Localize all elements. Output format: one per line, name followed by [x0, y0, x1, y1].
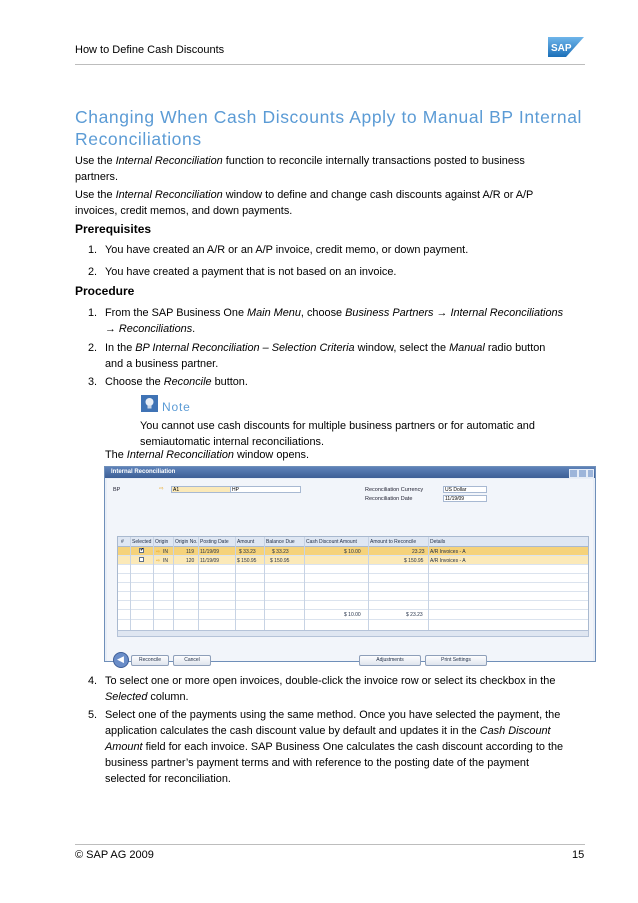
date-label: Reconciliation Date: [365, 496, 413, 502]
row-1-details: A/R Invoices - A: [430, 549, 466, 555]
procedure-heading: Procedure: [75, 284, 135, 298]
row-2-link-arrow-icon[interactable]: ⇨: [156, 558, 161, 564]
row-1-link-arrow-icon[interactable]: ⇨: [156, 549, 161, 555]
section-title: Changing When Cash Discounts Apply to Manual BP Internal Reconciliations: [75, 107, 583, 149]
row-2-details: A/R Invoices - A: [430, 558, 466, 564]
row-2-selected-checkbox[interactable]: [139, 557, 144, 562]
window-opens-text: The Internal Reconciliation window opens.: [105, 449, 310, 461]
reconciliation-grid: [117, 536, 589, 631]
note-label: Note: [162, 400, 191, 414]
currency-field[interactable]: US Dollar: [443, 486, 487, 493]
cancel-button[interactable]: Cancel: [173, 655, 211, 666]
row-2-origin: IN: [163, 558, 168, 564]
window-title: Internal Reconciliation: [111, 469, 176, 475]
close-icon[interactable]: [587, 469, 594, 478]
page-number: 15: [572, 849, 585, 861]
row-1-cash-discount[interactable]: $ 10.00: [344, 549, 361, 555]
row-2-to-reconcile[interactable]: $ 150.95: [404, 558, 424, 564]
note-text: You cannot use cash discounts for multiple business partners or for automatic and semiautomatic internal reconciliations.: [140, 420, 535, 448]
currency-label: Reconciliation Currency: [365, 487, 424, 493]
back-arrow-icon[interactable]: ◀: [113, 652, 129, 668]
row-1-selected-checkbox[interactable]: ✔: [140, 547, 145, 553]
col-header-origin: Origin: [155, 539, 169, 545]
row-1-balance: $ 33.23: [272, 549, 289, 555]
bp-name-field[interactable]: HP: [231, 486, 301, 493]
reconcile-button[interactable]: Reconcile: [131, 655, 169, 666]
print-settings-button[interactable]: Print Settings: [425, 655, 487, 666]
horizontal-scrollbar[interactable]: [117, 630, 589, 637]
total-cash-discount: $ 10.00: [344, 612, 361, 618]
window-title-bar: [105, 467, 595, 478]
bp-code-field[interactable]: A1: [171, 486, 231, 493]
adjustments-button[interactable]: Adjustments: [359, 655, 421, 666]
running-header: How to Define Cash Discounts: [75, 44, 225, 56]
bp-label: BP: [113, 487, 121, 493]
col-header-details: Details: [430, 539, 446, 545]
note-lightbulb-icon: [141, 395, 158, 412]
row-2-origin-no: 120: [186, 558, 195, 564]
row-1-to-reconcile[interactable]: 23.23: [412, 549, 425, 555]
row-1-amount: $ 33.23: [239, 549, 256, 555]
link-arrow-icon[interactable]: ⇨: [159, 486, 164, 492]
row-2-date: 11/19/09: [200, 558, 220, 564]
sap-logo: [548, 37, 584, 57]
col-header-origin-no: Origin No.: [175, 539, 198, 545]
col-header-number: #: [121, 539, 124, 545]
col-header-posting-date: Posting Date: [200, 539, 229, 545]
window-body: [107, 479, 593, 664]
intro-paragraph-1: Use the Internal Reconciliation function to reconcile internally transactions posted to business partners.: [75, 155, 525, 183]
col-header-amount: Amount: [237, 539, 255, 545]
sap-logo-text: SAP: [551, 43, 572, 54]
internal-reconciliation-screenshot: [104, 466, 596, 662]
header-rule: [75, 64, 585, 65]
prerequisites-heading: Prerequisites: [75, 222, 152, 236]
col-header-selected: Selected: [132, 539, 152, 545]
col-header-cash-discount: Cash Discount Amount: [306, 539, 357, 545]
date-field[interactable]: 11/19/09: [443, 495, 487, 502]
footer-rule: [75, 844, 585, 845]
footer-copyright: © SAP AG 2009: [75, 849, 154, 861]
col-header-to-reconcile: Amount to Reconcile: [370, 539, 417, 545]
row-1-origin-no: 119: [186, 549, 194, 555]
row-1-date: 11/19/09: [200, 549, 220, 555]
row-2-amount: $ 150.95: [237, 558, 257, 564]
col-header-balance-due: Balance Due: [266, 539, 295, 545]
row-1-origin: IN: [163, 549, 168, 555]
intro-paragraph-2: Use the Internal Reconciliation window to define and change cash discounts against A/R or A/P invoices, credit memos, and down payments.: [75, 189, 534, 217]
row-2-balance: $ 150.95: [270, 558, 290, 564]
maximize-icon[interactable]: [578, 469, 587, 478]
minimize-icon[interactable]: [569, 469, 578, 478]
total-to-reconcile: $ 23.23: [406, 612, 423, 618]
